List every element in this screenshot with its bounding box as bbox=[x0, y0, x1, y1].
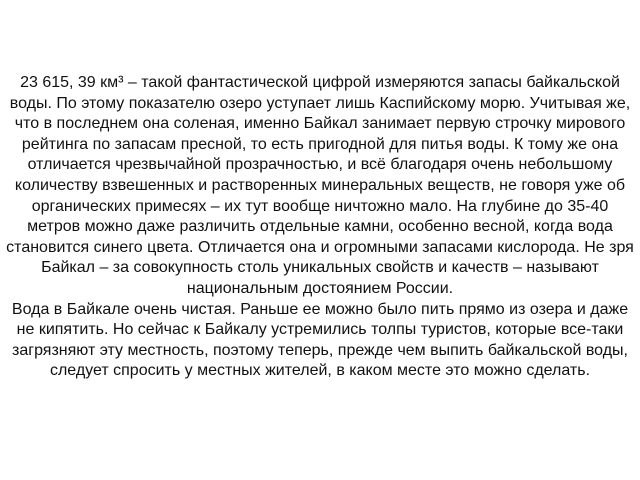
text-block bbox=[4, 73, 636, 382]
paragraph-baikal-water-purity: Вода в Байкале очень чистая. Раньше ее можно было пить прямо из озера и даже не кипятить. Но сейчас к Байкалу устремились толпы туристов, которые все-таки загрязняют эту местность, поэтому теперь, прежде чем выпить байкальской воды, следует спросить у местных жителей, в каком месте это можно сделать. bbox=[11, 300, 629, 380]
paragraph-baikal-water-reserves: 23 615, 39 км³ – такой фантастической цифрой измеряются запасы байкальской воды. По этому показателю озеро уступает лишь Каспийскому морю. Учитывая же, что в последнем она соленая, именно Байкал занимает первую строчку мирового рейтинга по запасам пресной, то есть пригодной для питья воды. К тому же она отличается чрезвычайной прозрачностью, и всё благодаря очень небольшому количеству взвешенных и растворенных минеральных веществ, не говоря уже об органических примесях – их тут вообще ничтожно мало. На глубине до 35-40 метров можно даже различить отдельные камни, особенно весной, когда вода становится синего цвета. Отличается она и огромными запасами кислорода. Не зря Байкал – за совокупность столь уникальных свойств и качеств – называют национальным достоянием России. bbox=[6, 74, 634, 297]
